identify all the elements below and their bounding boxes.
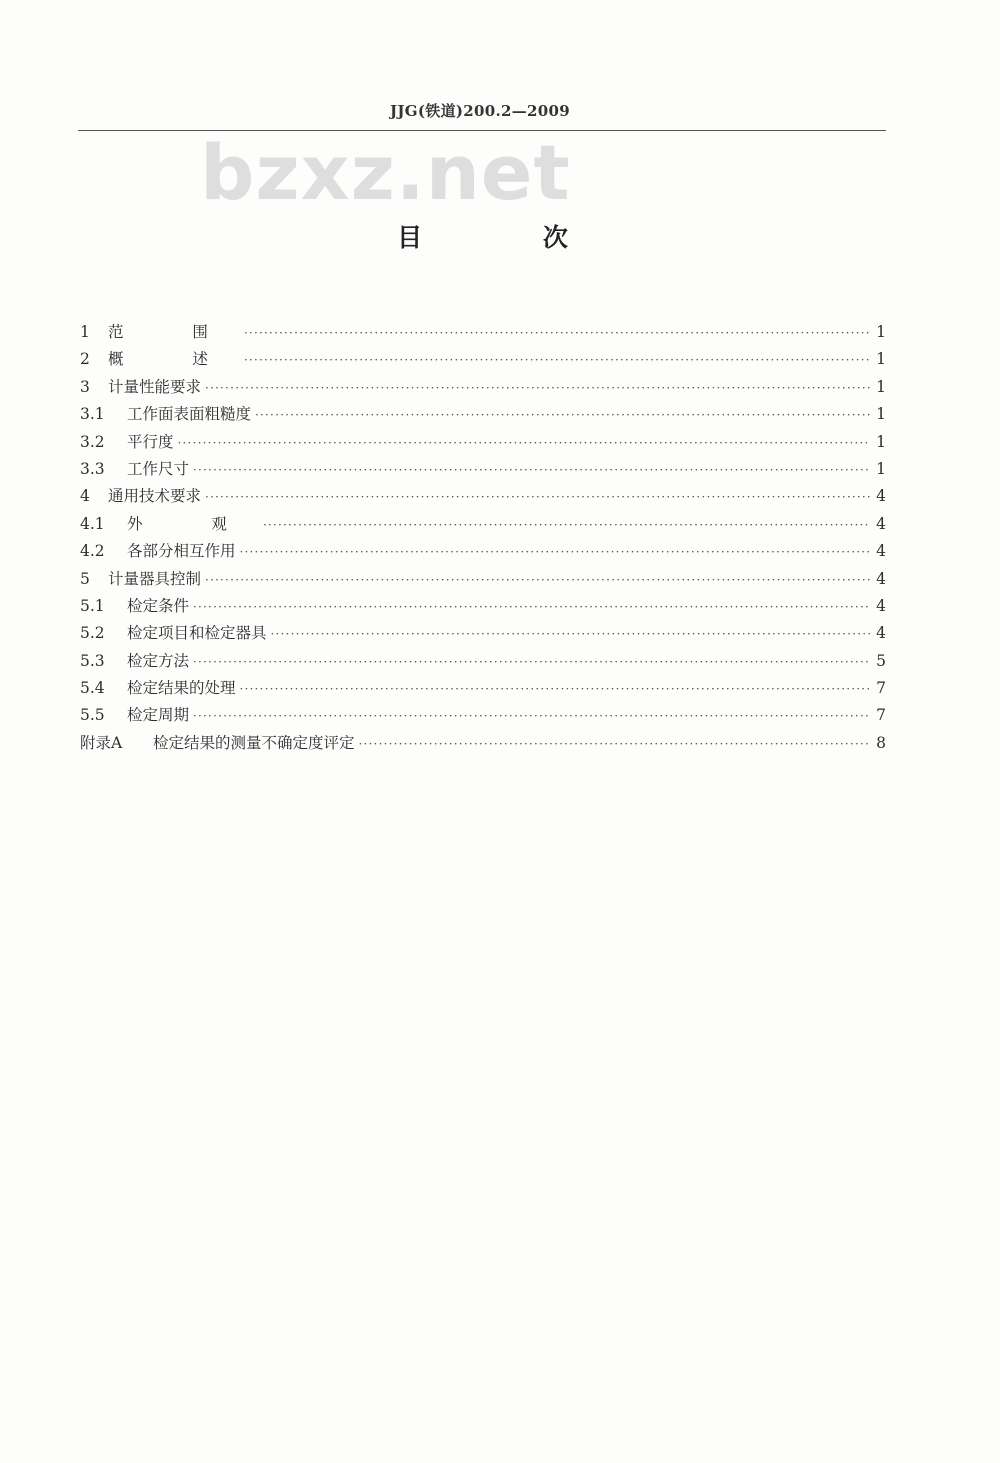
dot-leader [193, 655, 870, 669]
toc-entry-page: 4 [876, 624, 886, 643]
toc-entry-page: 4 [876, 542, 886, 561]
toc-entry-page: 5 [876, 651, 886, 670]
toc-entry-page: 1 [876, 323, 886, 341]
toc-entry-number: 3.1 [80, 405, 105, 424]
toc-entry-number: 3.2 [80, 432, 105, 451]
dot-leader [193, 463, 870, 477]
toc-entry-page: 1 [876, 405, 886, 424]
toc-entry-page: 1 [876, 350, 886, 369]
toc-title: 目 次 [397, 223, 624, 252]
toc-entry-number: 4 [80, 487, 90, 506]
toc-entry-page: 1 [876, 377, 886, 396]
toc-entry-number: 5.5 [80, 706, 105, 725]
toc-entry [80, 703, 886, 730]
dot-leader [244, 326, 870, 340]
toc-entry-label: 通用技术要求 [108, 487, 202, 506]
toc-entry-label: 工作尺寸 [127, 459, 190, 478]
dot-leader [240, 545, 870, 559]
toc-entry-number: 附录A [80, 733, 123, 752]
toc-entry-page: 7 [876, 706, 886, 725]
dot-leader [205, 381, 870, 395]
toc-entry [80, 621, 886, 648]
toc-entry-label: 检定周期 [127, 706, 190, 725]
toc-entry-label: 检定方法 [127, 651, 190, 670]
toc-entry-page: 4 [876, 596, 886, 615]
dot-leader [193, 709, 870, 723]
toc-entry [80, 649, 886, 676]
toc-entry-number: 2 [80, 350, 90, 369]
toc-entry-number: 3 [80, 377, 90, 396]
dot-leader [205, 490, 870, 504]
toc-entry-page: 4 [876, 487, 886, 506]
toc-entry-page: 7 [876, 679, 886, 698]
toc-entry [80, 512, 886, 539]
toc-entry-label: 工作面表面粗糙度 [127, 405, 252, 424]
dot-leader [359, 737, 870, 751]
toc-entry-label: 概 述 [108, 350, 240, 369]
watermark: bzxz.net [200, 128, 571, 217]
dot-leader [271, 627, 870, 641]
toc-entry-number: 5 [80, 569, 90, 588]
toc-entry-appendix [80, 731, 886, 758]
toc-entry [80, 347, 886, 374]
toc-entry-number: 1 [80, 323, 90, 341]
toc-entry [80, 484, 886, 511]
toc-entry-number: 5.4 [80, 679, 105, 698]
toc-entry-label: 平行度 [127, 432, 174, 451]
table-of-contents [80, 320, 886, 758]
toc-entry-label: 计量性能要求 [108, 377, 202, 396]
toc-entry-number: 3.3 [80, 459, 105, 478]
dot-leader [240, 682, 870, 696]
dot-leader [205, 573, 870, 587]
toc-entry-page: 1 [876, 432, 886, 451]
toc-entry-label: 检定项目和检定器具 [127, 624, 267, 643]
toc-entry [80, 320, 886, 347]
toc-entry [80, 457, 886, 484]
toc-entry [80, 594, 886, 621]
dot-leader [244, 353, 870, 367]
toc-entry-label: 检定条件 [127, 596, 190, 615]
toc-entry-label: 各部分相互作用 [127, 542, 236, 561]
toc-entry [80, 430, 886, 457]
toc-entry-number: 5.1 [80, 596, 105, 615]
toc-entry [80, 567, 886, 594]
toc-entry-label: 检定结果的测量不确定度评定 [153, 733, 355, 752]
toc-entry-number: 4.1 [80, 514, 105, 533]
toc-entry [80, 539, 886, 566]
toc-entry-page: 4 [876, 514, 886, 533]
toc-entry-number: 5.3 [80, 651, 105, 670]
toc-entry-label: 外 观 [127, 514, 259, 533]
toc-entry-number: 4.2 [80, 542, 105, 561]
toc-entry [80, 375, 886, 402]
toc-entry [80, 402, 886, 429]
standard-code: JJG(铁道)200.2—2009 [389, 102, 571, 120]
dot-leader [178, 436, 870, 450]
toc-entry-page: 1 [876, 459, 886, 478]
toc-entry-label: 计量器具控制 [108, 569, 202, 588]
dot-leader [193, 600, 870, 614]
toc-entry-label: 范 围 [108, 323, 240, 341]
toc-entry-page: 8 [876, 733, 886, 752]
toc-entry-number: 5.2 [80, 624, 105, 643]
dot-leader [255, 408, 870, 422]
dot-leader [263, 518, 870, 532]
toc-entry [80, 676, 886, 703]
toc-entry-page: 4 [876, 569, 886, 588]
toc-entry-label: 检定结果的处理 [127, 679, 236, 698]
